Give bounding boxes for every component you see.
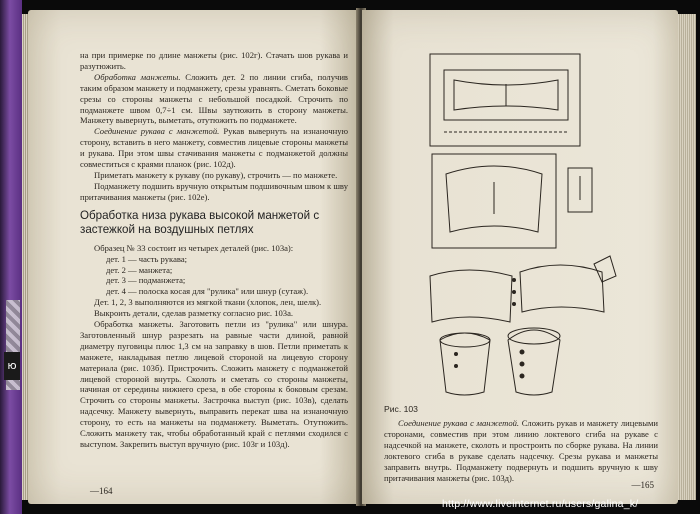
paragraph: Приметать манжету к рукаву (по рукаву), строчить — по манжете. [94,169,338,180]
right-page-text [384,418,658,483]
paragraph: на при примерке по длине манжеты (рис. 102г). Стачать шов рукава и разутюжить. [80,50,348,71]
list-item: дет. 1 — часть рукава; [106,253,188,264]
cuff-shape-c [520,265,604,312]
left-page [28,10,360,504]
list-item: дет. 3 — подманжета; [106,275,186,286]
right-page-edges [678,14,696,500]
paragraph: Обработка манжеты. Заготовить петли из "рулика" или шнура. Заготовленный шнур разрезать на равные части длиной, равной диаметру пуговицы плюс 1,3 см на заправку в шов. Петли приметать к манжете, накладывая петлю лицевой стороной на лицевую сторону материала (рис. 103б). Пристрочить. Сложить манжету с подманжетой лицевой стороной внутрь. Сколоть и сметать со стороны манжеты, начиная от середины нижнего среза, в обе стороны к боковым срезам. Строчить со стороны манжеты. Застрочка выступ (рис. 103в), сделать надсечку. Манжету вывернуть, выправить перекат шва на изнаночную сторону, то есть на манжеты на подманжету. Выметать. Отутюжить. Сложить манжету так, чтобы обработанный край с петлями сходился с выступом. Закрепить выступ вручную (рис. 103г и 103д). [80,319,348,449]
paragraph: Образец № 33 состоит из четырех деталей (рис. 103а): [94,242,294,253]
left-page-text [80,50,348,450]
italic-lead: Соединение рукава с манжетой. [398,418,520,428]
paragraph-body: Сложить рукав и манжету лицевыми сторонами, совместив при этом линию локтевого сгиба на рукаве с надсечкой на манжете, сколоть и простроить по сборке рукава. На линии локтевого сгиба в рукаве сделать надсечку. Срезы рукава и манжеты заправить внутрь. Подманжету подвернуть и подшить вручную к шву притачивания манжеты (рис. 103д). [384,418,658,483]
paragraph: Подманжету подшить вручную открытым подшивочным швом к шву притачивания манжеты (рис. 102е). [80,180,348,202]
paragraph-body: Сложить дет. 2 по линии сгиба, получив таким образом манжету и подманжету, срезы уравнять. Сметать боковые срезы со стороны манжеты с небольшой посадкой. Строчить по подманжете швом 0,7÷1 см. Швы заутюжить в сторону манжеты. Манжету вывернуть, выметать, отутюжить по подманжете. [80,71,348,126]
section-heading: Обработка низа рукава высокой манжетой с застежкой на воздушных петлях [80,208,320,236]
cuff-shape-b [430,270,512,322]
sleeve-cuff-e [508,330,560,395]
list-item: дет. 2 — манжета; [106,264,173,275]
paragraph [80,72,348,127]
italic-lead: Соединение рукава с манжетой. [94,126,220,137]
paragraph: Выкроить детали, сделав разметку согласно рис. 103а. [94,308,294,319]
parts-list [80,254,348,298]
book-spine [0,0,22,514]
watermark-url: http://www.liveinternet.ru/users/galina_k/ [442,498,639,510]
paragraph [80,126,348,170]
paragraph: Дет. 1, 2, 3 выполняются из мягкой ткани (хлопок, лен, шелк). [94,297,322,308]
page-number: —165 [631,480,654,490]
page-number: —164 [90,486,113,496]
spine-mark: ю [4,352,20,380]
sleeve-cuff-d [440,333,490,395]
list-item: дет. 4 — полоска косая для "рулика" или шнур (сутаж). [106,286,309,297]
italic-lead: Обработка манжеты. [94,71,181,82]
right-page [362,10,678,504]
paragraph [384,418,658,483]
paragraph-body: Рукав вывернуть на изнаночную сторону, вставить в него манжету, совместив лицевые стороны манжеты и рукава. При этом швы стачивания манжеты с подманжетой должны совместиться с краями планок (рис. 102д). [80,126,349,170]
cuff-pattern-illustration [382,50,640,398]
figure-caption: Рис. 103 [384,404,418,414]
sewing-diagram [382,50,640,398]
